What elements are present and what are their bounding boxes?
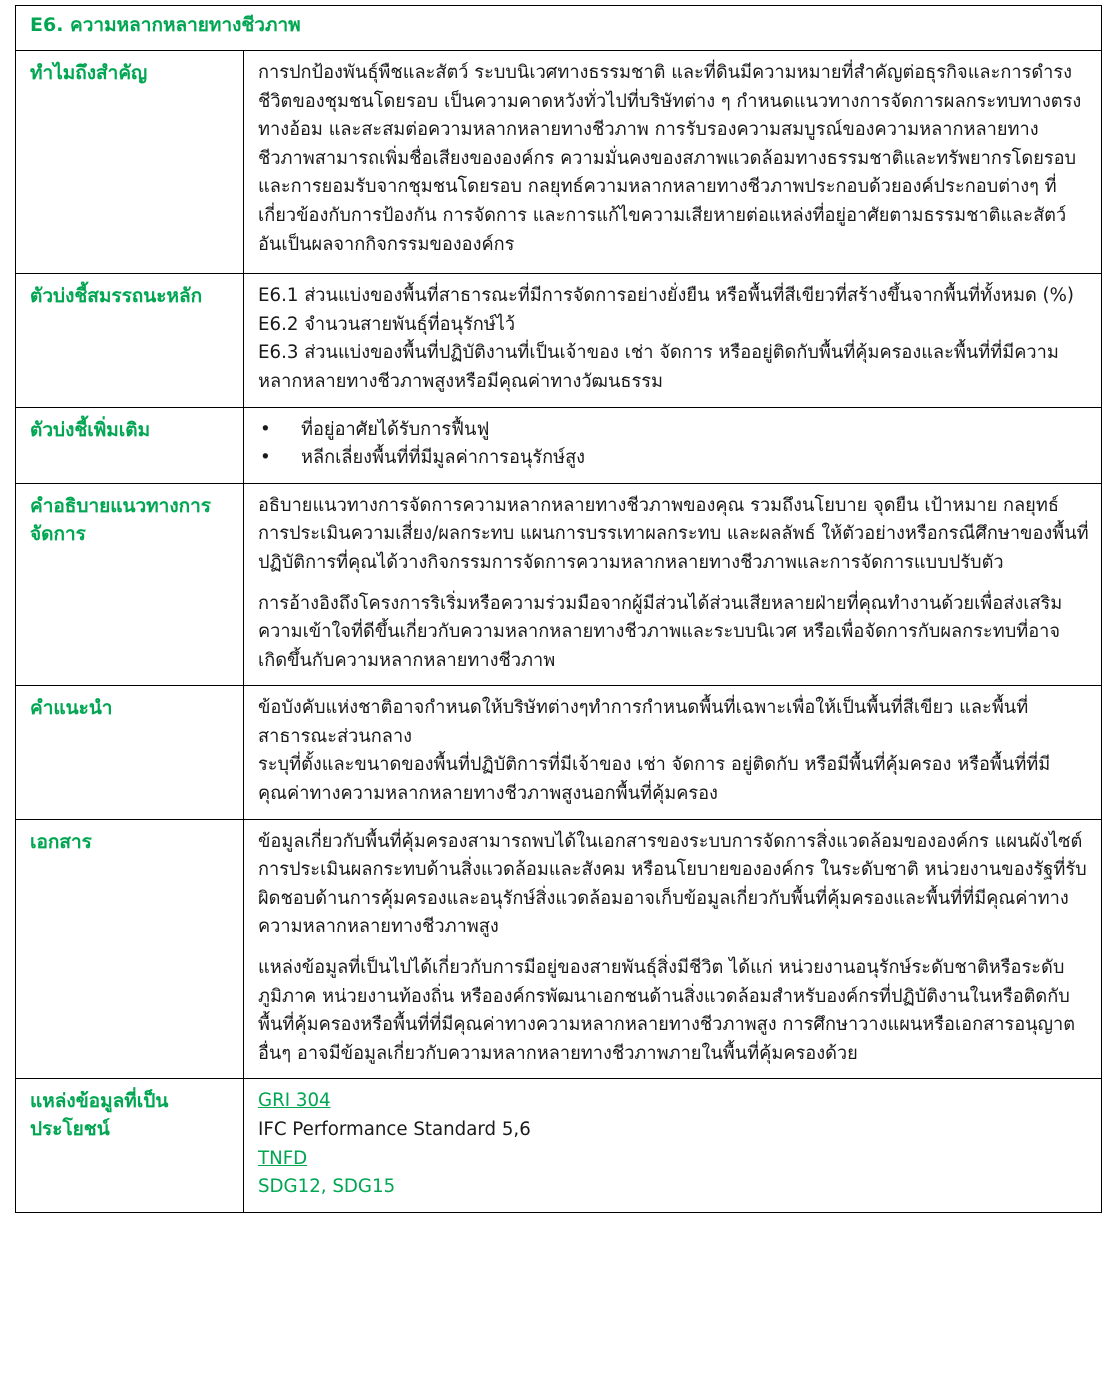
- core-item-e6-3: E6.3 ส่วนแบ่งของพื้นที่ปฏิบัติงานที่เป็นเจ้าของ เช่า จัดการ หรืออยู่ติดกับพื้นที่คุ้มครองและพื้นที่ที่มีความหลากหลายทางชีวภาพสูงหรือมีคุณค่าทางวัฒนธรรม: [258, 342, 1059, 392]
- why-row: [16, 51, 1102, 274]
- sources-body: [244, 1079, 1102, 1212]
- sdg-text: SDG12, SDG15: [258, 1176, 396, 1198]
- section-title: E6. ความหลากหลายทางชีวภาพ: [30, 14, 301, 36]
- sources-label: แหล่งข้อมูลที่เป็นประโยชน์: [16, 1079, 244, 1212]
- list-item: • หลีกเลี่ยงพื้นที่ที่มีมูลค่าการอนุรักษ์สูง: [258, 444, 1089, 473]
- core-item-e6-1: E6.1 ส่วนแบ่งของพื้นที่สาธารณะที่มีการจัดการอย่างยั่งยืน หรือพื้นที่สีเขียวที่สร้างขึ้นจากพื้นที่ทั้งหมด (%): [258, 285, 1075, 307]
- documents-body: [244, 819, 1102, 1079]
- core-item-e6-2: E6.2 จำนวนสายพันธุ์ที่อนุรักษ์ไว้: [258, 313, 516, 335]
- indicator-table: [15, 5, 1102, 1213]
- documents-paragraph: แหล่งข้อมูลที่เป็นไปได้เกี่ยวกับการมีอยู่ของสายพันธุ์สิ่งมีชีวิต ได้แก่ หน่วยงานอนุรักษ์ระดับชาติหรือระดับภูมิภาค หน่วยงานท้องถิ่น หรือองค์กรพัฒนาเอกชนด้านสิ่งแวดล้อมสำหรับองค์กรที่ปฏิบัติงานในหรือติดกับพื้นที่คุ้มครองหรือพื้นที่ที่มีคุณค่าทางความหลากหลายทางชีวภาพสูง การศึกษาวางแผนหรือเอกสารอนุญาตอื่นๆ อาจมีข้อมูลเกี่ยวกับความหลากหลายทางชีวภาพภายในพื้นที่คุ้มครองด้วย: [258, 957, 1076, 1064]
- additional-body: [244, 407, 1102, 483]
- why-label: ทำไมถึงสำคัญ: [16, 51, 244, 274]
- documents-paragraph: ข้อมูลเกี่ยวกับพื้นที่คุ้มครองสามารถพบได้ในเอกสารของระบบการจัดการสิ่งแวดล้อมขององค์กร แผนผังไซต์ การประเมินผลกระทบด้านสิ่งแวดล้อมและสังคม หรือนโยบายขององค์กร ในระดับชาติ หน่วยงานของรัฐที่รับผิดชอบด้านการคุ้มครองและอนุรักษ์สิ่งแวดล้อมอาจเก็บข้อมูลเกี่ยวกับพื้นที่คุ้มครองและพื้นที่ที่มีคุณค่าทางความหลากหลายทางชีวภาพสูง: [258, 830, 1087, 938]
- guidance-paragraph: อธิบายแนวทางการจัดการความหลากหลายทางชีวภาพของคุณ รวมถึงนโยบาย จุดยืน เป้าหมาย กลยุทธ์ การประเมินความเสี่ยง/ผลกระทบ แผนการบรรเทาผลกระทบ และผลลัพธ์ ให้ตัวอย่างหรือกรณีศึกษาของพื้นที่ปฏิบัติการที่คุณได้วางกิจกรรมการจัดการความหลากหลายทางชีวภาพและการจัดการแบบปรับตัว: [258, 494, 1089, 573]
- tnfd-link[interactable]: TNFD: [258, 1147, 308, 1169]
- sources-row: [16, 1079, 1102, 1212]
- advice-label: คำแนะนำ: [16, 686, 244, 819]
- advice-line: ข้อบังคับแห่งชาติอาจกำหนดให้บริษัทต่างๆทำการกำหนดพื้นที่เฉพาะเพื่อให้เป็นพื้นที่สีเขียว และพื้นที่สาธารณะส่วนกลาง: [258, 697, 1029, 747]
- core-row: [16, 274, 1102, 407]
- header-row: [16, 6, 1102, 51]
- why-body: [244, 51, 1102, 274]
- guidance-paragraph: การอ้างอิงถึงโครงการริเริ่มหรือความร่วมมือจากผู้มีส่วนได้ส่วนเสียหลายฝ่ายที่คุณทำงานด้วยเพื่อส่งเสริมความเข้าใจที่ดีขึ้นเกี่ยวกับความหลากหลายทางชีวภาพและระบบนิเวศ หรือเพื่อจัดการกับผลกระทบที่อาจเกิดขึ้นกับความหลากหลายทางชีวภาพ: [258, 592, 1063, 671]
- advice-row: [16, 686, 1102, 819]
- documents-label: เอกสาร: [16, 819, 244, 1079]
- additional-row: [16, 407, 1102, 483]
- header-cell: [16, 6, 1102, 51]
- ifc-standard-text: IFC Performance Standard 5,6: [258, 1119, 531, 1140]
- core-label: ตัวบ่งชี้สมรรถนะหลัก: [16, 274, 244, 407]
- additional-list: [258, 416, 1089, 473]
- list-item: • ที่อยู่อาศัยได้รับการฟื้นฟู: [258, 416, 1089, 445]
- why-text: การปกป้องพันธุ์พืชและสัตว์ ระบบนิเวศทางธรรมชาติ และที่ดินมีความหมายที่สำคัญต่อธุรกิจและการดำรงชีวิตของชุมชนโดยรอบ เป็นความคาดหวังทั่วไปที่บริษัทต่าง ๆ กำหนดแนวทางการจัดการผลกระทบทางตรง ทางอ้อม และสะสมต่อความหลากหลายทางชีวภาพ การรับรองความสมบูรณ์ของความหลากหลายทางชีวภาพสามารถเพิ่มชื่อเสียงขององค์กร ความมั่นคงของสภาพแวดล้อมทางธรรมชาติและทรัพยากรโดยรอบ และการยอมรับจากชุมชนโดยรอบ กลยุทธ์ความหลากหลายทางชีวภาพประกอบด้วยองค์ประกอบต่างๆ ที่เกี่ยวข้องกับการป้องกัน การจัดการ และการแก้ไขความเสียหายต่อแหล่งที่อยู่อาศัยตามธรรมชาติและสัตว์อันเป็นผลจากกิจกรรมขององค์กร: [258, 62, 1082, 255]
- advice-body: [244, 686, 1102, 819]
- guidance-label: คำอธิบายแนวทางการจัดการ: [16, 483, 244, 686]
- guidance-row: [16, 483, 1102, 686]
- gri-304-link[interactable]: GRI 304: [258, 1090, 331, 1112]
- core-body: [244, 274, 1102, 407]
- additional-label: ตัวบ่งชี้เพิ่มเติม: [16, 407, 244, 483]
- guidance-body: [244, 483, 1102, 686]
- advice-line: ระบุที่ตั้งและขนาดของพื้นที่ปฏิบัติการที่มีเจ้าของ เช่า จัดการ อยู่ติดกับ หรือมีพื้นที่คุ้มครอง หรือพื้นที่ที่มีคุณค่าทางความหลากหลายทางชีวภาพสูงนอกพื้นที่คุ้มครอง: [258, 754, 1051, 805]
- documents-row: [16, 819, 1102, 1079]
